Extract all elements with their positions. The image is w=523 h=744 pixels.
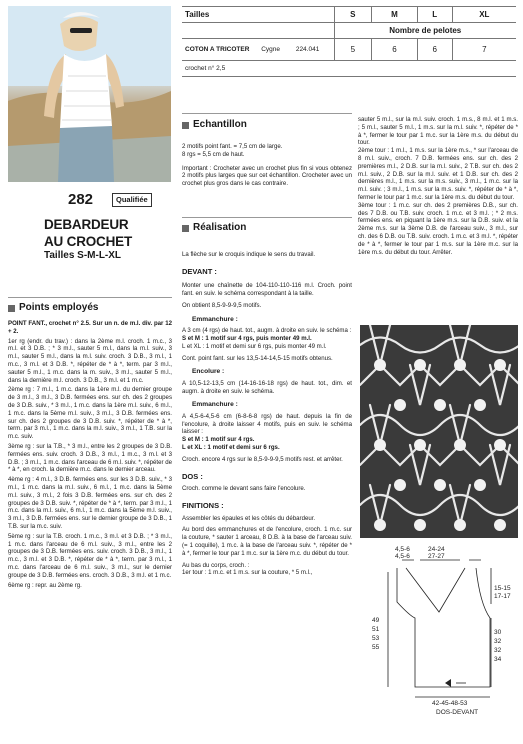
- count-cell: 6: [372, 39, 418, 61]
- section-title: Réalisation: [193, 222, 247, 233]
- points-text: [8, 320, 172, 589]
- garment-schematic: [360, 542, 518, 738]
- devant-p1: Monter une chaînette de 104-110-110-116 m.l. Croch. point fant. en suiv. le schéma correspondant à la taille.: [182, 282, 352, 298]
- dim-right-1: 15-15: [494, 585, 511, 592]
- row-1: 1er rg (endr. du trav.) : dans la 2ème m.l. croch. 1 m.c., 3 m.l. et 3 D.B. ; * 3 m.l., sauter 5 m.l., dans la m.l. suiv., 3 m.l., sauter 5 m.l., dans la m.l. suiv. croch. 3 D.B., 3 m.l., 1 m.c., 3 m.l. et 3 D.B. *, répéter de * à *, term. par 3 m.l., sauter 5 m.l., 1 m.c. dans la m. suiv., 3 m.l., sauter 5 m.l., dans la dernière m.l. croch. 3 D.B., 3 m.l. et 1 m.c.: [8, 337, 172, 384]
- dos-heading: DOS :: [182, 471, 203, 481]
- emm-p1: A 3 cm (4 rgs) de haut. tot., augm. à droite en suiv. le schéma :: [182, 327, 352, 335]
- emm2-p1: A 4,5-6-4,5-6 cm (6-8-6-8 rgs) de haut. depuis la fin de l'encolure, à droite laisser 4 motifs, puis en suiv. le schéma laisser :: [182, 412, 352, 436]
- dim-rr-2: 32: [494, 638, 502, 645]
- emm-p4: Cont. point fant. sur les 13,5-14-14,5-15 motifs obtenus.: [182, 354, 333, 362]
- ech-line: 2 motifs point fant. = 7,5 cm de large.: [182, 143, 283, 150]
- bullet-square: [182, 122, 189, 129]
- table-header-cell: S: [334, 7, 372, 23]
- emm2-p3: L et XL : 1 motif et demi sur 6 rgs.: [182, 444, 280, 452]
- enc-p1: A 10,5-12-13,5 cm (14-16-16-18 rgs) de haut. tot., dim. et augm. à droite en suiv. le schéma.: [182, 379, 352, 395]
- table-header-cell: M: [372, 7, 418, 23]
- yarn-ref: 224.041: [295, 46, 320, 53]
- dim-left-2: 51: [372, 626, 380, 633]
- table-header-cell: Tailles: [182, 7, 334, 23]
- level-badge: Qualifiée: [112, 193, 152, 207]
- emm-p2: S et M : 1 motif sur 4 rgs, puis monter 49 m.l.: [182, 335, 312, 343]
- right-p1: sauter 5 m.l., sur la m.l. suiv. croch. 1 m.s., 8 m.l. et 1 m.s. ; 5 m.l., sauter 5 m.l., 1 m.s. sur la m.l. suiv. *, répéter de * à *, fermer le tour par 1 m.c. sur la 1ère m.s. du début du tour.: [358, 116, 518, 147]
- intro-line: La flèche sur le croquis indique le sens du travail.: [182, 251, 316, 258]
- finitions-heading: FINITIONS :: [182, 501, 224, 511]
- section-realisation: [182, 222, 246, 235]
- dim-rr-1: 30: [494, 629, 502, 636]
- dim-right-2: 17-17: [494, 593, 511, 600]
- dim-left-4: 55: [372, 644, 380, 651]
- row-2: 2ème rg : 7 m.l., 1 m.c. dans la 1ère m.l. du dernier groupe de 3 m.l., 3 m.l., 3 D.B. fermées ens. sur ch. des 2 groupes de 3 D.B. suiv., * 3 m.l., 1 m.c. dans la 1ère m.l. suiv., 6 m.l., 1 m.c. dans la 5ème m.l. suiv., 3 m.l., 3 D.B. fermées ens. sur ch. des 2 groupes de 3 D.B. suiv. *, répéter de * à *, term. par 3 m.l., 1 m.c. dans la m.l. suiv., 3 m.l., 1 T.B. sur la m.c. suiv.: [8, 386, 172, 441]
- table-header-cell: XL: [452, 7, 516, 23]
- dim-left-1: 49: [372, 617, 380, 624]
- model-photo: [8, 6, 171, 182]
- fin-p4: 1er tour : 1 m.c. et 1 m.s. sur la couture, * 5 m.l.,: [182, 569, 313, 577]
- row-4: 4ème rg : 4 m.l., 3 D.B. fermées ens. sur les 3 D.B. suiv., * 3 m.l., 1 m.c. dans la m.l. suiv., 6 m.l., 1 m.c. dans la 5ème m.l. suiv., 3 m.l., 2 fois 3 D.B. fermées ens. sur ch. des 2 groupes de 3 D.B. suiv. *, répéter de * à *, term. par 3 m.l., 1 m.c. dans la m.l. suiv., 6 m.l., 1 m.c. dans la 5ème m.l. suiv., 3 m.l., 3 D.B. fermées ens. sur le dernier groupe de 3 D.B., 1 T.B. sur la m.c. suiv.: [8, 476, 172, 530]
- dim-rr-4: 34: [494, 656, 502, 663]
- yarn-cell: [182, 39, 334, 61]
- hook-cell: crochet n° 2,5: [182, 61, 516, 77]
- sizes-line: Tailles S-M-L-XL: [44, 250, 122, 261]
- emm-p3: L et XL : 1 motif et demi sur 6 rgs, puis monter 49 m.l.: [182, 342, 327, 350]
- yarn-brand: Cygne: [261, 46, 281, 53]
- section-title: Points employés: [19, 302, 99, 313]
- dim-bottom: 42-45-48-53: [432, 700, 468, 707]
- stitch-sample-photo: [360, 325, 518, 538]
- schematic-label: DOS-DEVANT: [436, 709, 479, 716]
- dim-top-mid-2: 27-27: [428, 553, 445, 560]
- fin-p3: Au bas du corps, croch. :: [182, 561, 250, 569]
- right-column-text: [358, 116, 518, 256]
- divider: [182, 217, 352, 218]
- fin-p1: Assembler les épaules et les côtés du débardeur.: [182, 514, 316, 522]
- count-cell: 6: [417, 39, 452, 61]
- section-title: Echantillon: [193, 119, 247, 130]
- ech-line: 8 rgs = 5,5 cm de haut.: [182, 150, 245, 158]
- row-3: 3ème rg : sur la T.B., * 3 m.l., entre les 2 groupes de 3 D.B. fermées ens. suiv. croch. 3 D.B., 3 m.l., 1 m.c., 3 m.l. et 3 D.B. ; 3 m.l., 1 m.c. dans l'arceau de 6 m.l. suiv. *, répéter de * à *, en croch. la dernière m.c. dans le dernier arceau.: [8, 442, 172, 474]
- table-header-cell: L: [417, 7, 452, 23]
- dim-left-3: 53: [372, 635, 380, 642]
- pattern-number: 282: [68, 191, 94, 208]
- point-fant: POINT FANT., crochet n° 2.5. Sur un n. de m.l. div. par 12 + 2.: [8, 320, 172, 335]
- table-empty-cell: [182, 23, 334, 39]
- table-subhead: Nombre de pelotes: [334, 23, 516, 39]
- row-5: 5ème rg : sur la T.B. croch. 1 m.c., 3 m.l. et 3 D.B. ; * 3 m.l., 1 m.c. dans l'arceau de 6 m.l. suiv., 3 m.l., entre les 2 groupes de 3 D.B. fermées ens. suiv. croch. 3 D.B., 3 m.l., 1 m.c., 3 m.l. et 3 D.B. *, répéter de * à *, term. par 3 m.l., 1 m.c. dans l'arceau de 6 m.l. suiv., 3 m.l., sur le dernier groupe de 3 D.B. fermées ens. croch. 3 D.B., 3 m.l. et 1 m.c.: [8, 532, 172, 579]
- emmanchure-heading: Emmanchure :: [192, 315, 238, 323]
- row-6: 6ème rg : repr. au 2ème rg.: [8, 581, 82, 589]
- bullet-square: [8, 305, 15, 312]
- emmanchure-heading-2: Emmanchure :: [192, 401, 238, 409]
- devant-heading: DEVANT :: [182, 266, 217, 276]
- size-table: [182, 6, 516, 77]
- count-cell: 7: [452, 39, 516, 61]
- yarn-name: COTON A TRICOTER: [185, 46, 250, 53]
- encolure-heading: Encolure :: [192, 368, 225, 376]
- fin-p2: Au bord des emmanchures et de l'encolure, croch. 1 m.c. sur la couture, * sauter 1 arceau, 8 D.B. à la base de l'arceau suiv. (= 1 coquille), 1 m.c. à la base de l'arceau suiv. *, répéter de * à *, fermer le tour par 1 m.c. sur la 1ère m.c. du début du tour.: [182, 526, 352, 557]
- dim-top-left-2: 4,5-6: [395, 553, 410, 560]
- dim-top-mid: 24-24: [428, 546, 445, 553]
- dim-rr-3: 32: [494, 647, 502, 654]
- title-line-1: DEBARDEUR: [44, 217, 129, 232]
- realisation-text: [182, 251, 352, 577]
- dim-top-left: 4,5-6: [395, 546, 410, 553]
- section-echantillon: [182, 119, 247, 132]
- divider: [182, 113, 352, 114]
- emm2-p2: S et M : 1 motif sur 4 rgs.: [182, 436, 255, 444]
- echantillon-text: [182, 143, 352, 188]
- emm2-p4: Croch. encore 4 rgs sur le 8,5-9-9-9,5 motifs rest. et arrêter.: [182, 455, 343, 463]
- ech-important: Important : Crocheter avec un crochet plus fin si vous obtenez 2 motifs plus larges que sur cet échantillon. Crocheter avec un crochet plus gros dans le cas contraire.: [182, 164, 352, 188]
- right-p2: 2ème tour : 1 m.l., 1 m.s. sur la 1ère m.s., * sur l'arceau de 8 m.l. suiv., croch. 7 D.B. fermées ens. sur ch. des 2 premières m.l., 2 D.B. sur la m.l. suiv., 2 T.B. sur ch. des 2 m.l. suiv., 2 D.B. sur la m.l. suiv. et 1 D.B. sur ch. des 2 dernières m.l., 1 m.s. sur la m.s. suiv., 3 m.l., 1 m.c. sur la m.l. suiv. ; 3 m.l., 1 m.s. sur la m.s. suiv. *, répéter de * à *, fermer le tour par 1 m.c. sur la 1ère m.s. du début du tour.: [358, 147, 518, 201]
- right-p3: 3ème tour : 1 m.c. sur ch. des 2 premières D.B., sur ch. des 7 D.B. ou T.B. suiv. croch. 1 m.c. et 3 m.l. ; * 2 m.s. fermées ens. en piquant la 1ère m.s. sur la D.B. suiv. et la 2ème m.s. sur la 3ème D.B. de l'arceau suiv., 3 m.l., sur ch. des 6 D.B. ou T.B. suiv. croch. 1 m.c. et 3 m.l. *, répéter de * à *, fermer le tour par 1 m.s. sur la 1ère m.c. sur la 1ère m.s. du début du tour. Arrêter.: [358, 201, 518, 256]
- devant-p2: On obtient 8,5-9-9-9,5 motifs.: [182, 301, 262, 309]
- count-cell: 5: [334, 39, 372, 61]
- bullet-square: [182, 225, 189, 232]
- section-points: [8, 302, 98, 315]
- title-line-2: AU CROCHET: [44, 234, 132, 249]
- dos-p1: Croch. comme le devant sans faire l'encolure.: [182, 485, 306, 493]
- divider: [8, 297, 172, 298]
